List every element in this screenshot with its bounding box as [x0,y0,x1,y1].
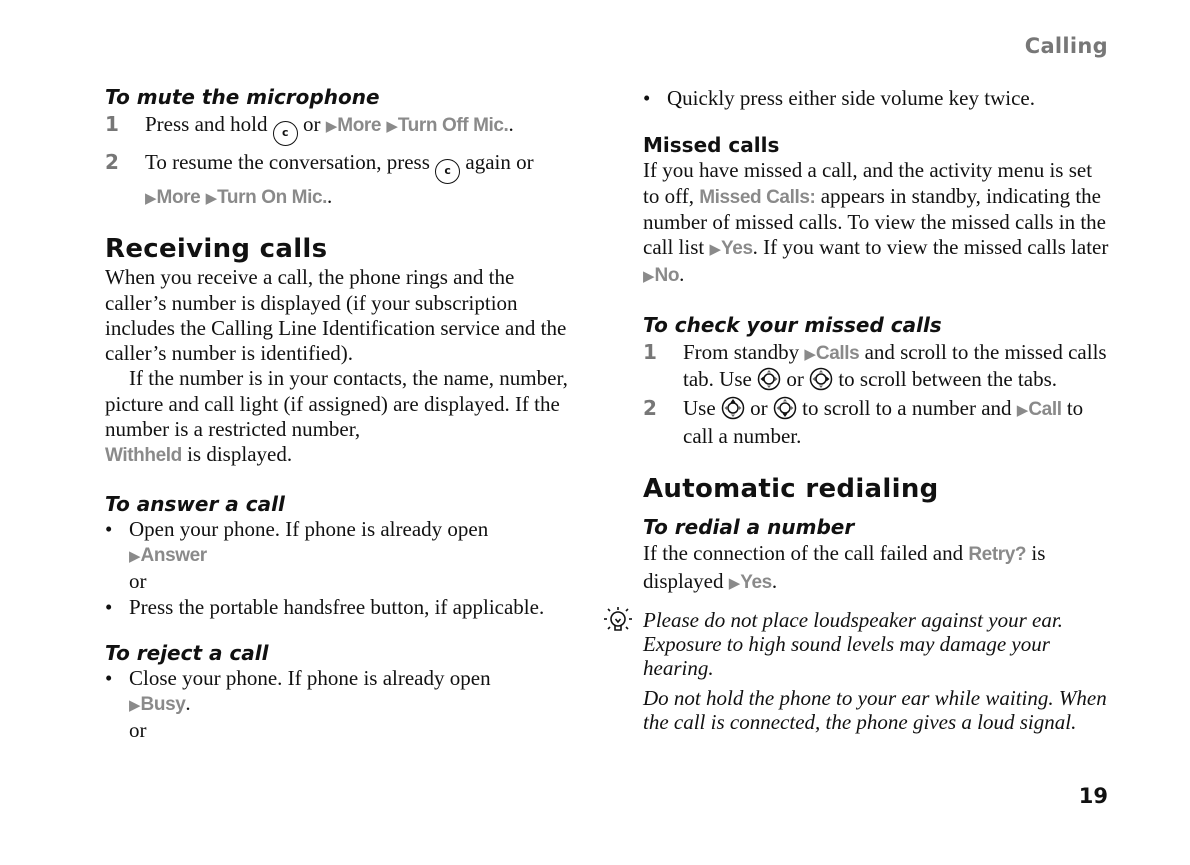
reject-bullet-1 [105,666,580,719]
arrow-icon: ▶ [804,344,816,363]
step-text: Press and hold [145,112,268,136]
check-step-1 [643,340,1113,393]
menu-turn-off-mic: Turn Off Mic. [397,115,509,136]
step-number: 1 [105,112,119,136]
step-text: to call a number. [683,396,1084,448]
tip-note [643,608,1113,734]
answer-bullet-1 [105,517,580,570]
arrow-icon: ▶ [1016,401,1029,420]
bullet-text: Press the portable handsfree button, if applicable. [129,594,545,619]
arrow-icon: ▶ [129,546,141,565]
menu-yes: Yes [740,571,772,593]
bullet-dot: • [643,86,651,110]
left-column [105,84,580,744]
menu-more: More [156,187,201,208]
menu-turn-on-mic: Turn On Mic. [217,187,328,208]
arrow-icon: ▶ [386,117,398,135]
c-key-icon: c [273,121,298,146]
period: . [771,568,778,593]
section-header: Calling [1024,34,1108,58]
step-text: to scroll between the tabs. [838,367,1058,392]
step-text: or [786,367,804,392]
navigation-key-up-icon [721,396,745,420]
answer-bullet-2 [105,595,580,620]
mute-heading: To mute the microphone [105,85,380,109]
navigation-key-right-icon [809,367,833,391]
paragraph-text: If you have missed a call, and the activity menu is set to off, [643,158,1093,208]
reject-heading: To reject a call [105,640,269,665]
reject-or: or [129,718,147,743]
step-text: and scroll to the missed calls tab. Use [683,339,1107,392]
bullet-dot: • [105,516,113,541]
arrow-icon: ▶ [325,117,338,135]
missed-heading: Missed calls [643,133,780,158]
tip-text-2: Do not hold the phone to your ear while waiting. When the call is connected, the phone gives a loud signal. [643,685,1107,734]
step-text: or [750,396,768,421]
check-step-2 [643,396,1113,449]
period: . [508,112,514,136]
menu-withheld: Withheld [105,445,182,467]
right-column [643,84,1113,734]
step-text: From standby [683,339,800,364]
page-number: 19 [1078,784,1108,808]
paragraph-text: is displayed [643,540,1046,593]
tip-text-1: Please do not place loudspeaker against your ear. Exposure to high sound levels may damage your hearing. [643,607,1063,680]
redial-subheading: To redial a number [643,514,855,539]
arrow-icon: ▶ [129,696,141,715]
menu-no: No [654,265,680,287]
step-text: to scroll to a number and [802,396,1012,421]
check-heading: To check your missed calls [643,312,942,337]
step-number: 1 [643,339,657,364]
answer-heading: To answer a call [105,491,285,516]
paragraph-text: appears in standby, indicating the number of missed calls. To view the missed calls in the call list [643,183,1106,260]
paragraph-text: If the connection of the call failed and [643,540,964,565]
redial-paragraph [643,540,1113,596]
receiving-paragraph-1: When you receive a call, the phone rings and the caller’s number is displayed (if your subscription includes the Calling Line Identification service and the caller’s number is identified). [105,265,567,366]
paragraph-text: . If you want to view the missed calls later [752,235,1109,260]
navigation-key-left-icon [757,367,781,391]
receiving-heading: Receiving calls [105,234,328,265]
step-number: 2 [105,150,119,174]
period: . [327,184,333,208]
lightbulb-tip-icon [601,604,635,638]
bullet-text: Close your phone. If phone is already open [129,665,491,690]
answer-or: or [129,569,147,594]
paragraph-text: If the number is in your contacts, the name, number, picture and call light (if assigned) are displayed. If the number is a restricted number, [105,366,568,442]
bullet-dot: • [105,594,113,619]
period: . [679,262,685,287]
arrow-icon: ▶ [643,267,655,286]
menu-retry: Retry? [968,543,1027,565]
arrow-icon: ▶ [709,240,722,259]
paragraph-text: is displayed. [187,442,293,467]
arrow-icon: ▶ [205,189,218,207]
menu-more: More [337,115,382,136]
menu-calls: Calls [815,342,860,364]
arrow-icon: ▶ [728,573,741,592]
bullet-text: Open your phone. If phone is already open [129,516,489,541]
receiving-paragraph-2 [105,366,580,468]
missed-paragraph [643,158,1113,289]
mute-step-1 [105,112,580,146]
bullet-dot: • [105,665,113,690]
menu-answer: Answer [140,544,207,566]
menu-busy: Busy [140,694,186,716]
navigation-key-down-icon [773,396,797,420]
mute-step-2 [105,150,580,211]
step-text: again or [465,150,534,174]
menu-missed-calls: Missed Calls: [699,186,816,208]
redial-heading: Automatic redialing [643,473,939,504]
step-number: 2 [643,396,657,421]
step-text: or [303,112,321,136]
arrow-icon: ▶ [145,189,157,207]
period: . [185,691,191,716]
bullet-text: Quickly press either side volume key twice. [667,86,1035,110]
c-key-icon: c [435,159,460,184]
menu-call: Call [1028,399,1062,421]
reject-bullet-2 [643,86,1113,111]
menu-yes: Yes [721,238,753,260]
step-text: To resume the conversation, press [145,150,430,174]
step-text: Use [683,396,716,421]
